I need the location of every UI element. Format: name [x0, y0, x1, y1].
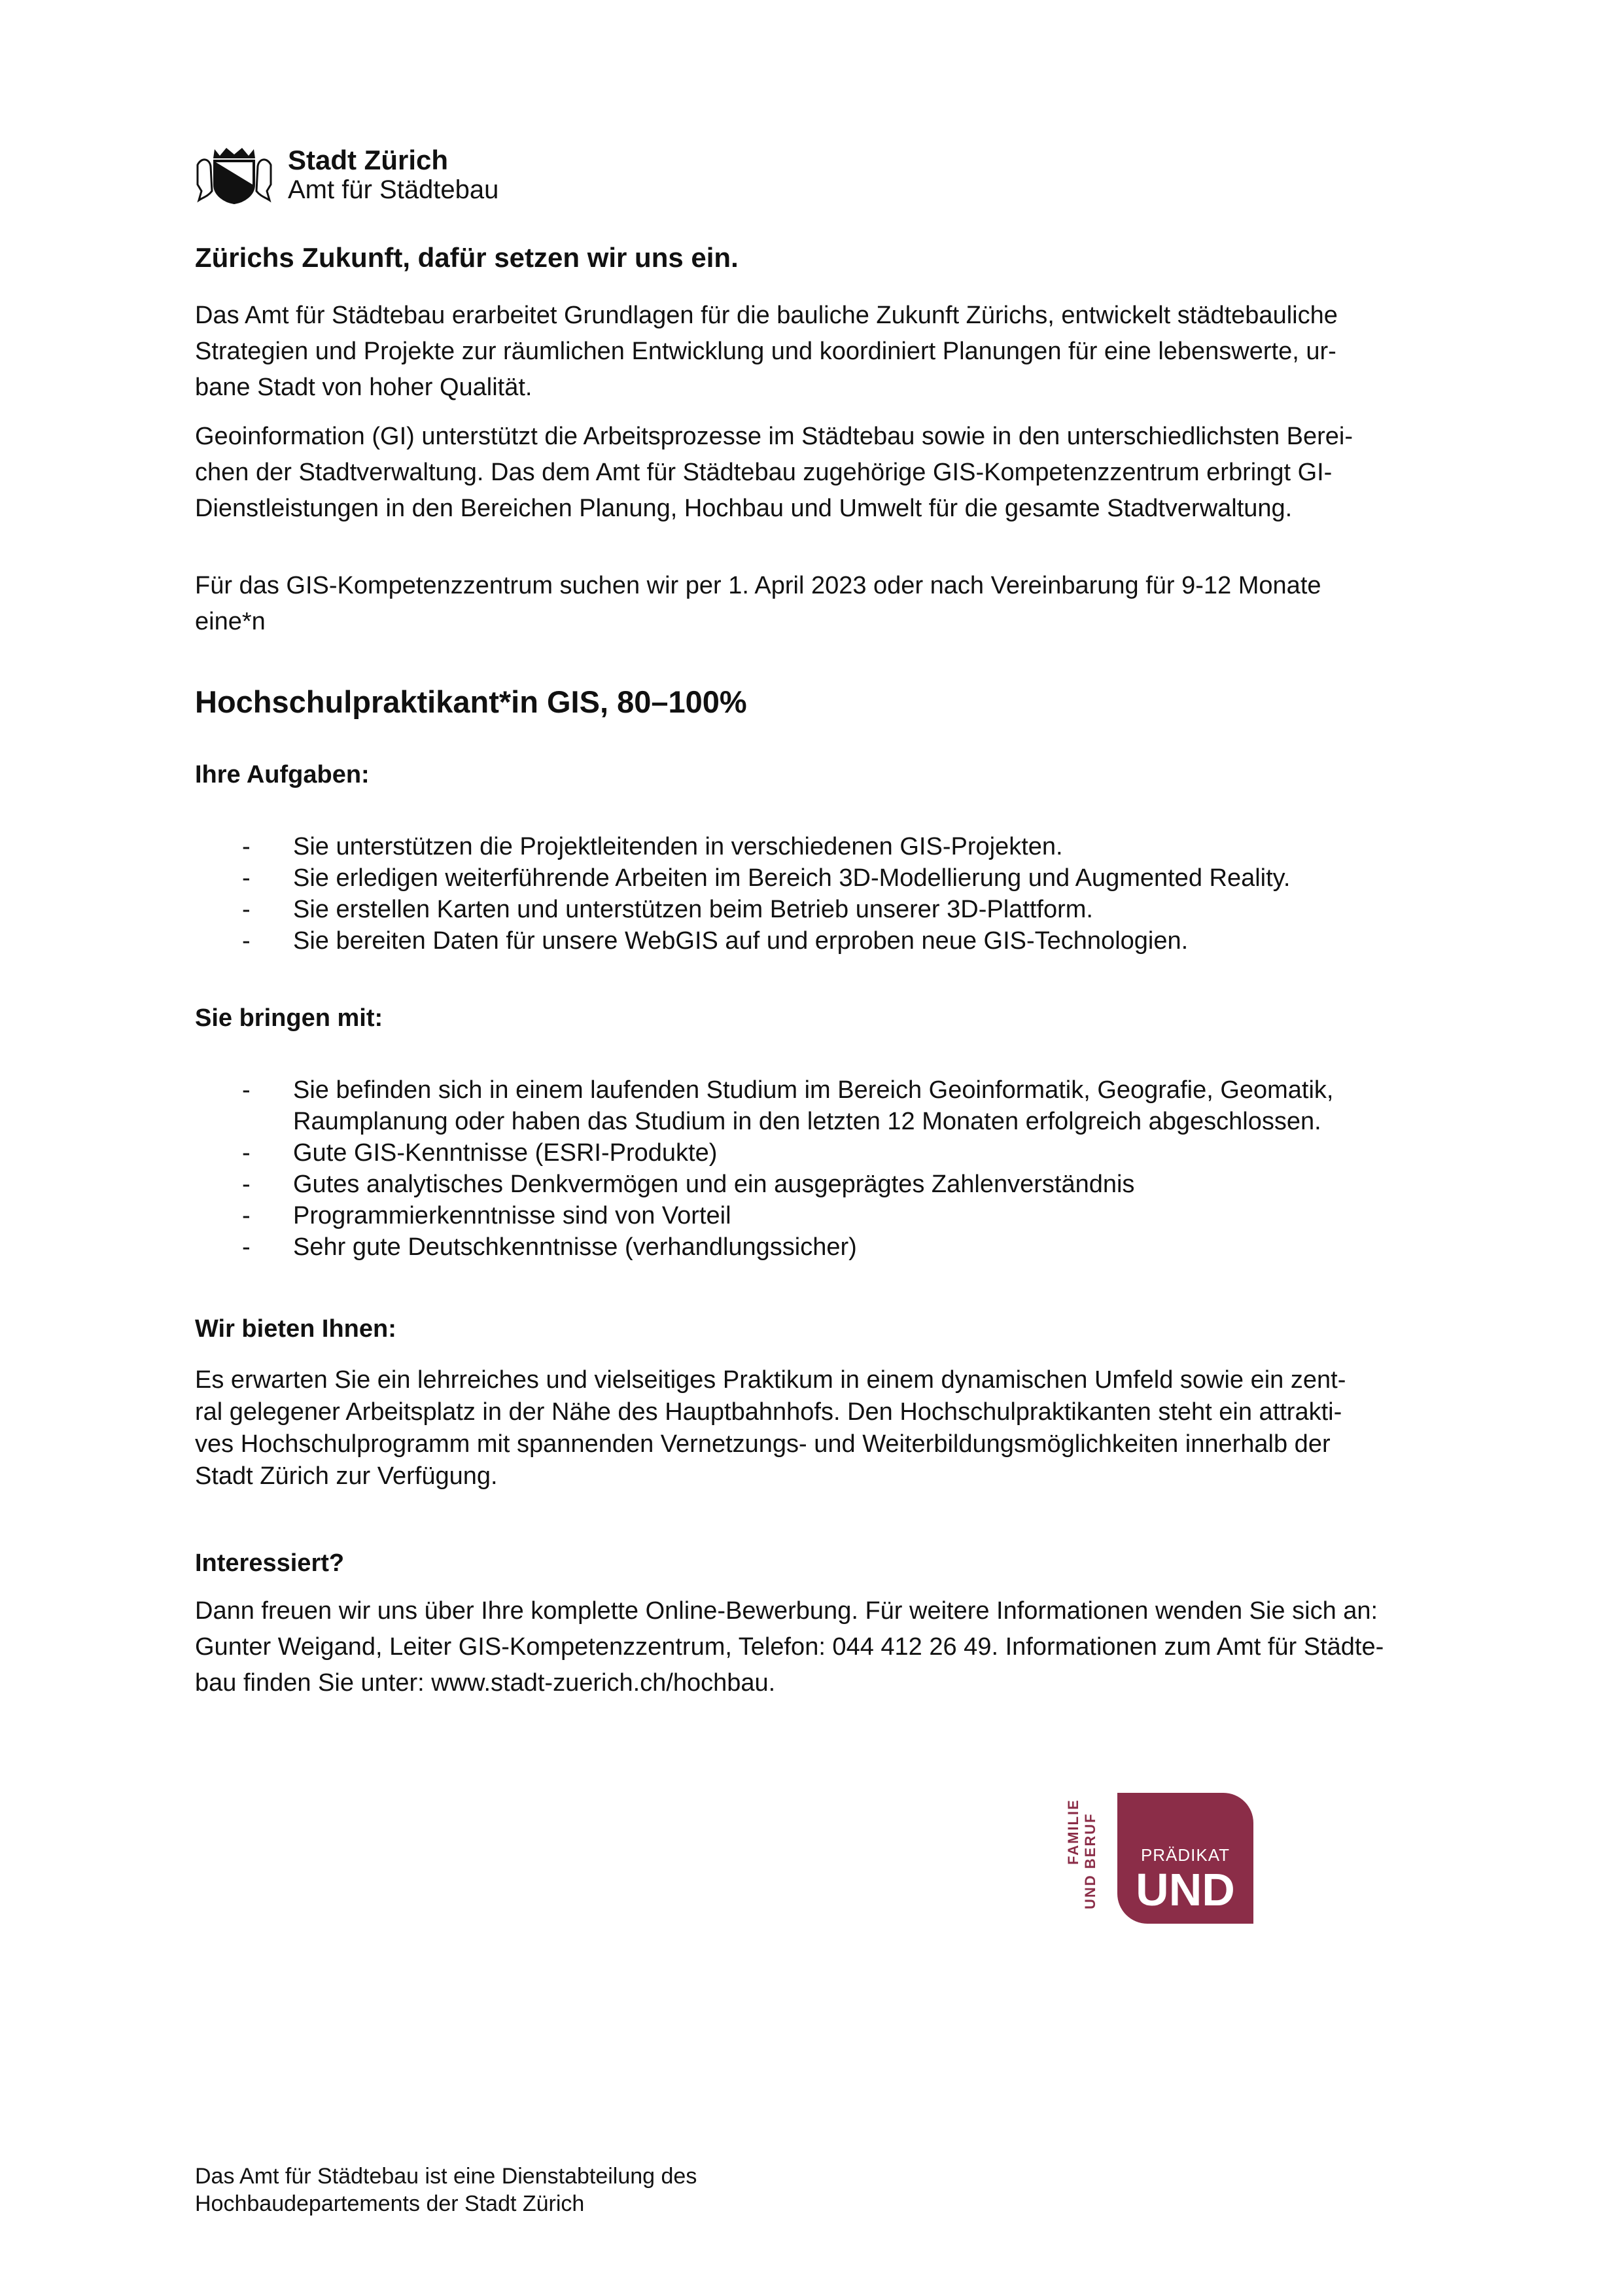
badge-side-line2: UND BERUF — [1082, 1812, 1098, 1909]
badge-small-text: PRÄDIKAT — [1140, 1845, 1230, 1865]
list-item: - Gutes analytisches Denkvermögen und ein ausgeprägtes Zahlenverständnis — [195, 1169, 1334, 1200]
logo-department-name: Amt für Städtebau — [288, 175, 499, 205]
badge-side-label — [1065, 1793, 1099, 1934]
angebot-paragraph — [195, 1364, 1497, 1492]
intro-paragraph-1 — [195, 298, 1497, 406]
text-line: Es erwarten Sie ein lehrreiches und vielseitiges Praktikum in einem dynamischen Umfeld sowie ein zent- — [195, 1366, 1346, 1394]
list-item — [195, 1074, 1334, 1137]
text-line: eine*n — [195, 608, 266, 635]
section-heading-anforderungen: Sie bringen mit: — [195, 1004, 383, 1032]
list-item: - Sie unterstützen die Projektleitenden in verschiedenen GIS-Projekten. — [195, 831, 1290, 862]
badge-big-text: UND — [1136, 1864, 1235, 1915]
city-crest-icon — [195, 145, 273, 204]
list-item: - Sie bereiten Daten für unsere WebGIS auf und erproben neue GIS-Technologien. — [195, 925, 1290, 957]
text-line: Das Amt für Städtebau erarbeitet Grundlagen für die bauliche Zukunft Zürichs, entwickelt städtebauliche — [195, 302, 1338, 329]
badge-side-line1: FAMILIE — [1065, 1799, 1081, 1865]
list-item: - Sie erledigen weiterführende Arbeiten im Bereich 3D-Modellierung und Augmented Reality. — [195, 862, 1290, 894]
footer-note — [195, 2163, 697, 2217]
stadt-zuerich-logo — [195, 145, 498, 204]
text-line: Dann freuen wir uns über Ihre komplette Online-Bewerbung. Für weitere Informationen wenden Sie sich an: — [195, 1597, 1378, 1625]
intro-paragraph-3 — [195, 568, 1497, 640]
text-line: chen der Stadtverwaltung. Das dem Amt für Städtebau zugehörige GIS-Kompetenzzentrum erbringt GI- — [195, 459, 1333, 486]
footer-line: Hochbaudepartements der Stadt Zürich — [195, 2191, 585, 2216]
aufgaben-list — [195, 831, 1290, 957]
section-heading-aufgaben: Ihre Aufgaben: — [195, 761, 370, 788]
anforderungen-list — [195, 1074, 1334, 1263]
job-title: Hochschulpraktikant*in GIS, 80–100% — [195, 684, 747, 719]
footer-line: Das Amt für Städtebau ist eine Dienstabteilung des — [195, 2164, 697, 2189]
list-item-line: Sie befinden sich in einem laufenden Studium im Bereich Geoinformatik, Geografie, Geomatik, — [293, 1076, 1334, 1104]
familie-und-beruf-badge — [1065, 1793, 1253, 1934]
logo-org-name: Stadt Zürich — [288, 145, 449, 176]
text-line: bau finden Sie unter: www.stadt-zuerich.ch/hochbau. — [195, 1669, 776, 1697]
text-line: Für das GIS-Kompetenzzentrum suchen wir per 1. April 2023 oder nach Vereinbarung für 9-12 Monate — [195, 572, 1321, 599]
text-line: Strategien und Projekte zur räumlichen Entwicklung und koordiniert Planungen für eine lebenswerte, ur- — [195, 338, 1336, 365]
text-line: Stadt Zürich zur Verfügung. — [195, 1462, 498, 1490]
text-line: Gunter Weigand, Leiter GIS-Kompetenzzentrum, Telefon: 044 412 26 49. Informationen zum Amt für Städte- — [195, 1633, 1384, 1661]
list-item: - Gute GIS-Kenntnisse (ESRI-Produkte) — [195, 1137, 1334, 1169]
kontakt-paragraph — [195, 1593, 1497, 1701]
praedikat-badge — [1117, 1793, 1253, 1924]
list-item: - Sehr gute Deutschkenntnisse (verhandlungssicher) — [195, 1231, 1334, 1263]
section-heading-angebot: Wir bieten Ihnen: — [195, 1315, 396, 1343]
section-heading-kontakt: Interessiert? — [195, 1549, 345, 1577]
slogan-heading: Zürichs Zukunft, dafür setzen wir uns ein. — [195, 242, 739, 273]
text-line: Geoinformation (GI) unterstützt die Arbeitsprozesse im Städtebau sowie in den unterschiedlichsten Berei- — [195, 423, 1353, 450]
text-line: ral gelegener Arbeitsplatz in der Nähe des Hauptbahnhofs. Den Hochschulpraktikanten steht ein attrakti- — [195, 1398, 1342, 1426]
list-item-line: Raumplanung oder haben das Studium in den letzten 12 Monaten erfolgreich abgeschlossen. — [293, 1108, 1321, 1135]
list-item: - Programmierkenntnisse sind von Vorteil — [195, 1200, 1334, 1231]
intro-paragraph-2 — [195, 419, 1497, 527]
text-line: ves Hochschulprogramm mit spannenden Vernetzungs- und Weiterbildungsmöglichkeiten innerhalb der — [195, 1430, 1331, 1458]
text-line: Dienstleistungen in den Bereichen Planung, Hochbau und Umwelt für die gesamte Stadtverwaltung. — [195, 495, 1293, 522]
list-item: - Sie erstellen Karten und unterstützen beim Betrieb unserer 3D-Plattform. — [195, 894, 1290, 925]
text-line: bane Stadt von hoher Qualität. — [195, 374, 532, 401]
